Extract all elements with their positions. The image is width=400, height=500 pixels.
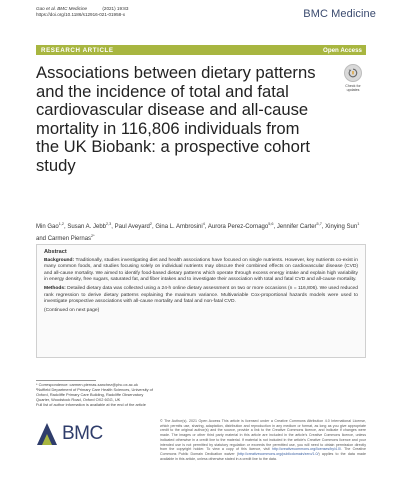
author-name[interactable]: Paul Aveyard bbox=[114, 224, 150, 230]
author-name[interactable]: Gina L. Ambrosini bbox=[155, 224, 203, 230]
footnotes bbox=[36, 382, 156, 407]
abstract-background bbox=[44, 258, 358, 284]
bmc-logo-text: BMC bbox=[62, 423, 103, 444]
correspondence[interactable]: * Correspondence: carmen.piernas-sanchez@phc.ox.ac.uk bbox=[36, 382, 138, 387]
abstract-methods bbox=[44, 286, 358, 306]
citation-doi[interactable]: https://doi.org/10.1186/s12916-021-01958-x bbox=[36, 12, 126, 17]
background-text: Traditionally, studies investigating diet and health associations have focused on single nutrients. However, key nutrients co-exist in many common foods, and studies focusing solely on individual nutrients may obscure their combined effects on cardiovascular disease (CVD) and all-cause mortality. We aimed to identify food-based dietary patterns which operate through excess energy intake and explain high variability in energy density, free sugars, saturated fat, and fiber intakes and to investigate their association with total and fatal CVD and all-cause mortality. bbox=[44, 257, 358, 283]
article-type-bar bbox=[36, 45, 366, 55]
author-name[interactable]: Min Gao bbox=[36, 224, 59, 230]
affiliation: ²Nuffield Department of Primary Care Health Sciences, University of Oxford, Radcliffe Primary Care Building, Radcliffe Observatory Quarter, Woodstock Road, Oxford OX2 6GG, UK bbox=[36, 387, 153, 402]
methods-label: Methods: bbox=[44, 285, 66, 291]
background-label: Background: bbox=[44, 257, 75, 263]
open-access-label: Open Access bbox=[323, 46, 362, 54]
author-name[interactable]: Aurora Perez-Cornago bbox=[207, 224, 269, 230]
footnote-divider bbox=[36, 380, 96, 381]
citation-journal: Gao et al. BMC Medicine bbox=[36, 6, 88, 11]
bmc-logo-icon bbox=[36, 422, 58, 446]
check-for-updates-button[interactable] bbox=[341, 64, 365, 92]
author-info-note: Full list of author information is available at the end of the article bbox=[36, 402, 146, 407]
author-name[interactable]: Xinying Sun bbox=[325, 224, 358, 230]
check-for-updates-icon bbox=[344, 64, 362, 82]
author-name[interactable]: Carmen Piernas bbox=[47, 236, 92, 242]
license-text: © The Author(s). 2021 Open Access This article is licensed under a Creative Commons Attribution 4.0 International License, which permits use, sharing, adaptation, distribution and reproduction in any medium or format, as long as you give appropriate credit to the original author(s) and the source, provide a link to the Creative Commons licence, and indicate if changes were made. The images or other third party material in this article are included in the article's Creative Commons licence, unless indicated otherwise in a credit line to the material. If material is not included in the article's Creative Commons licence and your intended use is not permitted by statutory regulation or exceeds the permitted use, you will need to obtain permission directly from the copyright holder. To view a copy of this licence, visit http://creativecommons.org/licenses/by/4.0/. The Creative Commons Public Domain Dedication waiver (http://creativecommons.org/publicdomain/zero/1.0/) applies to the data made available in this article, unless otherwise stated in a credit line to the data. bbox=[160, 419, 366, 461]
license-link[interactable]: http://creativecommons.org/licenses/by/4.0/ bbox=[271, 447, 342, 452]
journal-brand: BMC Medicine bbox=[303, 8, 376, 20]
article-title: Associations between dietary patterns and the incidence of total and fatal cardiovascular disease and all-cause mortality in 116,806 individuals from the UK Biobank: a prospective cohort study bbox=[36, 63, 316, 175]
check-for-updates-label: Check for updates bbox=[345, 84, 361, 92]
continued-note: (Continued on next page) bbox=[44, 307, 100, 313]
citation-block bbox=[36, 6, 128, 18]
methods-text: Detailed dietary data was collected using a 24-h online dietary assessment on two or more occasions (n = 116,806). We used reduced rank regression to derive dietary patterns explaining the maximum variance. Multivariable Cox-proportional hazards models were used to investigate prospective associations with all-cause mortality and fatal and non-fatal CVD. bbox=[44, 285, 358, 305]
author-name[interactable]: Susan A. Jebb bbox=[67, 224, 107, 230]
abstract-box bbox=[36, 244, 366, 358]
author-name[interactable]: Jennifer Carter bbox=[276, 224, 317, 230]
article-type-label: RESEARCH ARTICLE bbox=[41, 46, 114, 54]
abstract-heading: Abstract bbox=[44, 249, 67, 255]
author-list: Min Gao$^{1,2}$, Susan A. Jebb$^{2,3}$, Paul Aveyard$^2$, Gina L. Ambrosini$^4$, Aurora Perez-Cornago$^{5,6}$, Jennifer Carter$^{5,7}$, Xinying Sun$^1$ and Carmen Piernas$^{2*}$ bbox=[36, 222, 360, 242]
citation-year-pages: (2021) 19:83 bbox=[102, 6, 129, 11]
bmc-logo bbox=[36, 420, 116, 448]
waiver-link[interactable]: http://creativecommons.org/publicdomain/zero/1.0/ bbox=[238, 451, 319, 456]
